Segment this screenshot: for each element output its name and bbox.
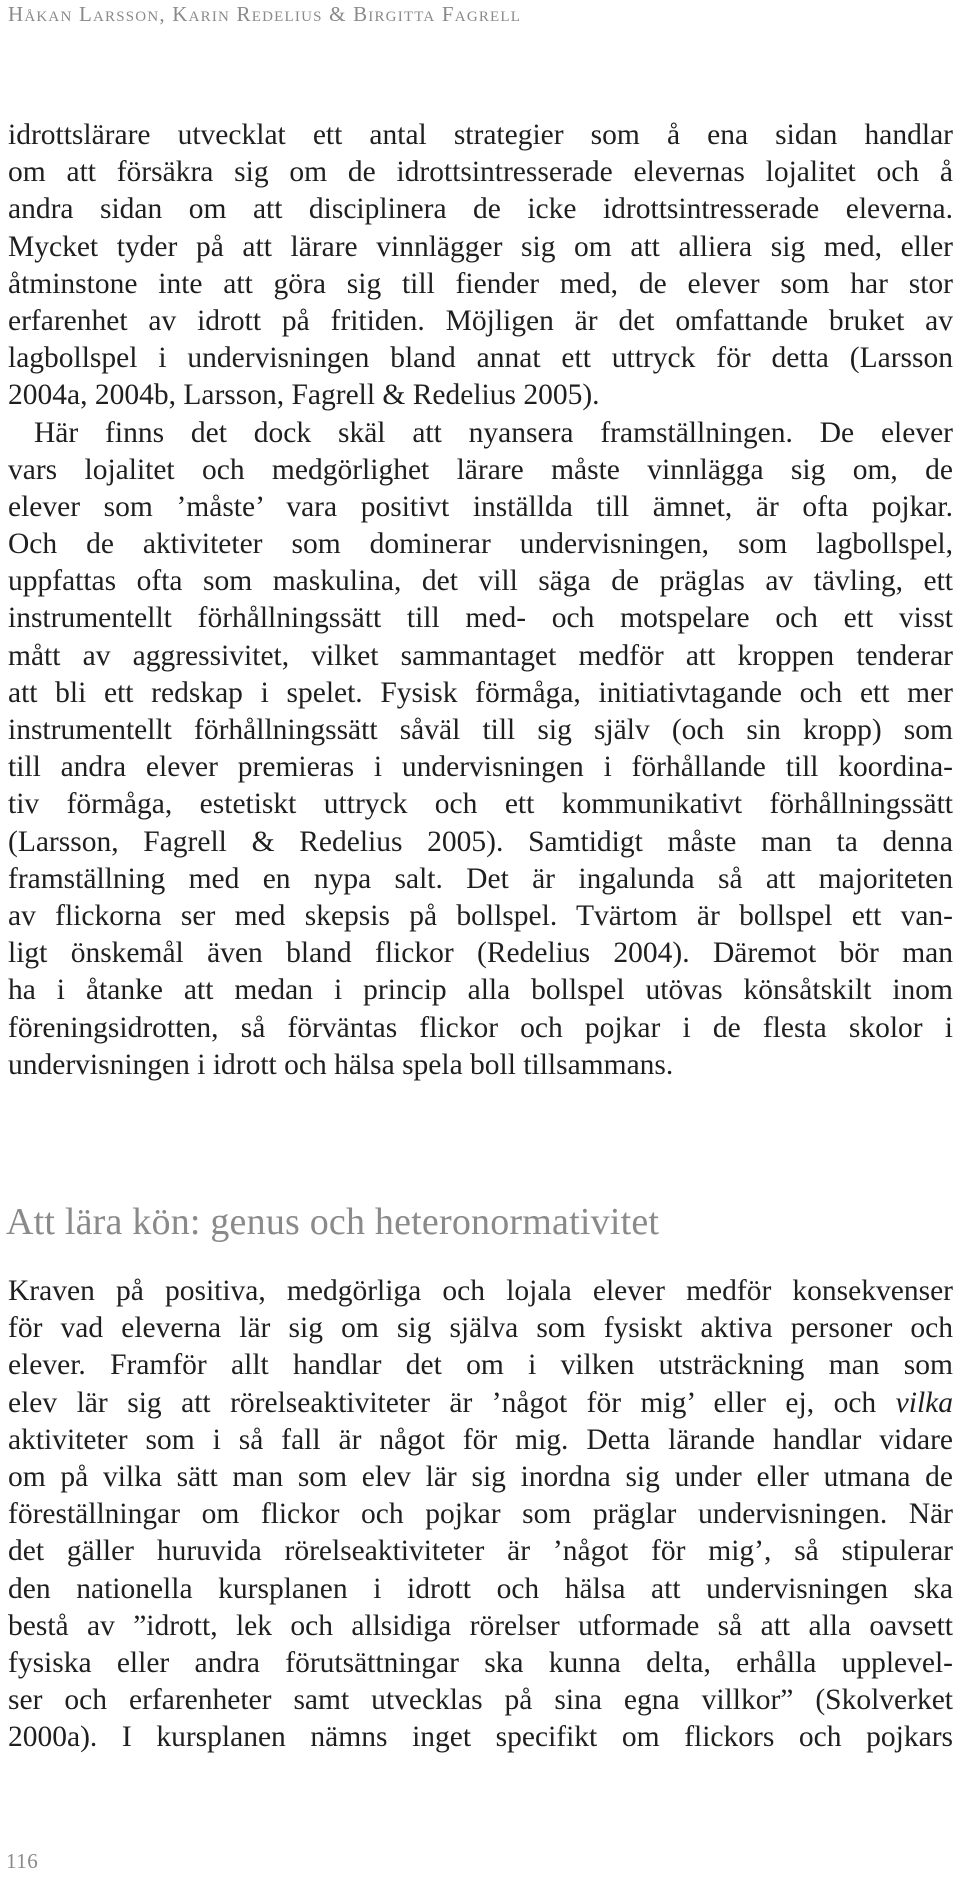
text-line: idrottslärare utvecklat ett antal strategier som å ena sidan handlar (8, 119, 953, 151)
text-line: för vad eleverna lär sig om sig själva som fysiskt aktiva personer och (8, 1312, 953, 1345)
text-line: om att försäkra sig om de idrottsintresserade elevernas lojalitet och å (8, 156, 953, 189)
text-line: (Larsson, Fagrell & Redelius 2005). Samtidigt måste man ta denna (8, 825, 953, 858)
text-line: Kraven på positiva, medgörliga och lojala elever medför konsekvenser (8, 1275, 953, 1307)
text-line: Mycket tyder på att lärare vinnlägger sig om att alliera sig med, eller (8, 230, 953, 263)
text-line: framställning med en nypa salt. Det är ingalunda så att majoriteten (8, 862, 953, 895)
text-line: föreställningar om flickor och pojkar som präglar undervisningen. När (8, 1498, 953, 1531)
text-line: uppfattas ofta som maskulina, det vill säga de präglas av tävling, ett (8, 565, 953, 598)
text-line: till andra elever premieras i undervisningen i förhållande till koordina- (8, 751, 953, 784)
text-line: det gäller huruvida rörelseaktiviteter är ’något för mig’, så stipulerar (8, 1535, 953, 1568)
section-heading: Att lära kön: genus och heteronormativitet (6, 1201, 660, 1243)
text-line: ser och erfarenheter samt utvecklas på sina egna villkor” (Skolverket (8, 1684, 953, 1717)
paragraph (8, 1273, 953, 1756)
running-head: Håkan Larsson, Karin Redelius & Birgitta Fagrell (8, 2, 522, 26)
text-line: ha i åtanke att medan i princip alla bollspel utövas könsåtskilt inom (8, 974, 953, 1007)
text-segment: elev lär sig att rörelseaktiviteter är ’något för mig’ eller ej, och (8, 1386, 896, 1419)
text-line: undervisningen i idrott och hälsa spela boll tillsammans. (8, 1048, 674, 1081)
text-line: instrumentellt förhållningssätt såväl till sig själv (och sin kropp) som (8, 714, 953, 746)
text-line: 2000a). I kursplanen nämns inget specifikt om flickors och pojkars (8, 1721, 953, 1754)
text-line: Här finns det dock skäl att nyansera framställningen. De elever (34, 416, 953, 449)
text-line: erfarenhet av idrott på fritiden. Möjligen är det omfattande bruket av (8, 304, 953, 337)
italic-word: vilka (895, 1386, 953, 1419)
text-line: 2004a, 2004b, Larsson, Fagrell & Redelius 2005). (8, 379, 600, 412)
body-text-bottom (8, 1273, 953, 1756)
text-line: tiv förmåga, estetiskt uttryck och ett kommunikativt förhållningssätt (8, 788, 953, 821)
text-line: att bli ett redskap i spelet. Fysisk förmåga, initiativtagande och ett mer (8, 676, 953, 709)
text-line: instrumentellt förhållningssätt till med- och motspelare och ett visst (8, 602, 953, 635)
text-line: andra sidan om att disciplinera de icke idrottsintresserade eleverna. (8, 193, 953, 226)
text-line: bestå av ”idrott, lek och allsidiga rörelser utformade så att alla oavsett (8, 1609, 953, 1642)
text-line: den nationella kursplanen i idrott och hälsa att undervisningen ska (8, 1572, 953, 1605)
text-line: mått av aggressivitet, vilket sammantaget medför att kroppen tenderar (8, 639, 953, 672)
paragraph (8, 415, 953, 1084)
text-line: aktiviteter som i så fall är något för mig. Detta lärande handlar vidare (8, 1423, 953, 1456)
text-line: fysiska eller andra förutsättningar ska kunna delta, erhålla upplevel- (8, 1646, 953, 1679)
text-line: vars lojalitet och medgörlighet lärare måste vinnlägga sig om, de (8, 453, 953, 486)
page-number: 116 (6, 1849, 39, 1873)
text-line: elever som ’måste’ vara positivt inställda till ämnet, är ofta pojkar. (8, 490, 953, 523)
text-line: om på vilka sätt man som elev lär sig inordna sig under eller utmana de (8, 1460, 953, 1493)
text-line: föreningsidrotten, så förväntas flickor och pojkar i de flesta skolor i (8, 1011, 953, 1044)
text-line: elever. Framför allt handlar det om i vilken utsträckning man som (8, 1349, 953, 1382)
text-line: Och de aktiviteter som dominerar undervisningen, som lagbollspel, (8, 528, 953, 561)
text-line: åtminstone inte att göra sig till fiender med, de elever som har stor (8, 267, 953, 300)
body-text-top (8, 117, 953, 1084)
text-line: av flickorna ser med skepsis på bollspel. Tvärtom är bollspel ett van- (8, 899, 953, 932)
text-line: lagbollspel i undervisningen bland annat ett uttryck för detta (Larsson (8, 342, 953, 375)
paragraph-continuation (8, 117, 953, 415)
text-line: ligt önskemål även bland flickor (Redelius 2004). Däremot bör man (8, 937, 953, 970)
text-line-with-italic (8, 1385, 953, 1422)
